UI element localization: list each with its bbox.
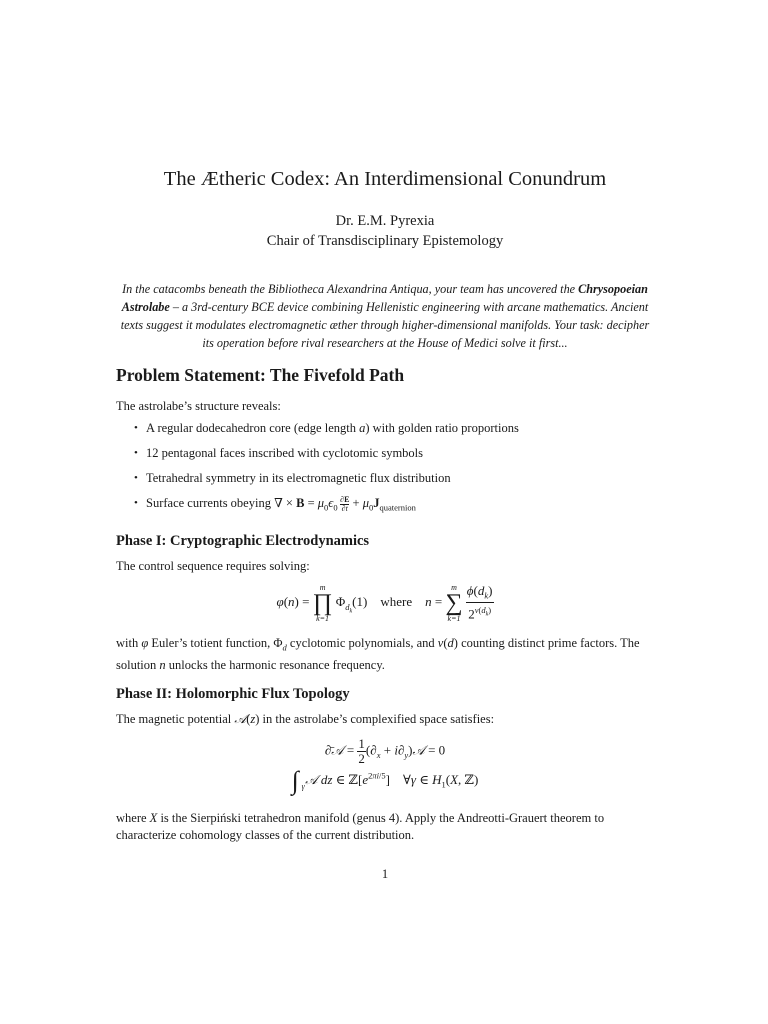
author-block: [116, 211, 654, 251]
abstract: [116, 280, 654, 352]
author-name: Dr. E.M. Pyrexia: [335, 213, 435, 229]
abstract-text-1: In the catacombs beneath the Bibliotheca Alexandrina Antiqua, your team has uncovered the: [122, 282, 579, 296]
list-item: • 12 pentagonal faces inscribed with cyclotomic symbols: [116, 445, 654, 470]
section-heading: Problem Statement: The Fivefold Path: [116, 365, 405, 385]
author-affiliation: Chair of Transdisciplinary Epistemology: [266, 233, 504, 249]
phase1-equation: φ(n) = m ∏ k=1 $\Phi_{d_k}(1)$ where n = m ∑ k=1 $\frac{\phi(d_k)}{2^{\nu(d_k)}}$: [276, 582, 493, 623]
abstract-text-2: – a 3rd-century BCE device combining Hellenistic engineering with arcane mathematics. Ancient texts suggest it modulates electromagnetic æther through higher-dimensional manifolds. Your task: decipher its operation before rival researchers at the House of Medici solve it first...: [120, 300, 650, 350]
phase2-heading: Phase II: Holomorphic Flux Topology: [116, 686, 350, 702]
phase1-heading: Phase I: Cryptographic Electrodynamics: [116, 533, 370, 549]
integral-equation: ∫ γ 𝒜 dz ∈ $ℤ[e^{2\pi i/5}]$ ∀γ ∈ $H_1(X$, ℤ): [291, 766, 479, 795]
list-item: • A regular dodecahedron core (edge length a) with golden ratio proportions: [116, 420, 654, 445]
phase2-intro: The magnetic potential 𝒜(z) in the astrolabe’s complexified space satisfies:: [116, 712, 495, 726]
list-item: • Surface currents obeying ∇ × $B = \mu_0\epsilon_0$ $\frac{\partial E}{\partial t}$ + $\mu_0J_{quaternion}$: [116, 495, 654, 520]
structure-list: [116, 420, 654, 520]
page-number: 1: [381, 867, 389, 881]
paper-title: The Ætheric Codex: An Interdimensional Conundrum: [163, 168, 607, 190]
abstract-bold-term: Chrysopoeian Astrolabe: [121, 282, 648, 314]
holomorphic-equation: ∂̄𝒜 = $\frac{1}{2}$ ($\partial_x$ + $i\partial_y)𝒜 = 0$: [324, 736, 446, 766]
phase2-explanation: where X is the Sierpiński tetrahedron manifold (genus 4). Apply the Andreotti-Grauert theorem to characterize cohomology classes of the current distribution.: [116, 811, 605, 842]
phase1-explanation: with φ Euler’s totient function, $\Phi_d$ cyclotomic polynomials, and ν(d) counting distinct prime factors. The solution n unlocks the harmonic resonance frequency.: [116, 636, 640, 672]
list-item: • Tetrahedral symmetry in its electromagnetic flux distribution: [116, 470, 654, 495]
phase1-intro: The control sequence requires solving:: [116, 559, 310, 573]
maxwell-equation: ∇ × $B = \mu_0\epsilon_0$ $\frac{\partial E}{\partial t}$ + $\mu_0J_{quaternion}$: [274, 494, 416, 513]
section-intro: The astrolabe’s structure reveals:: [116, 399, 281, 413]
